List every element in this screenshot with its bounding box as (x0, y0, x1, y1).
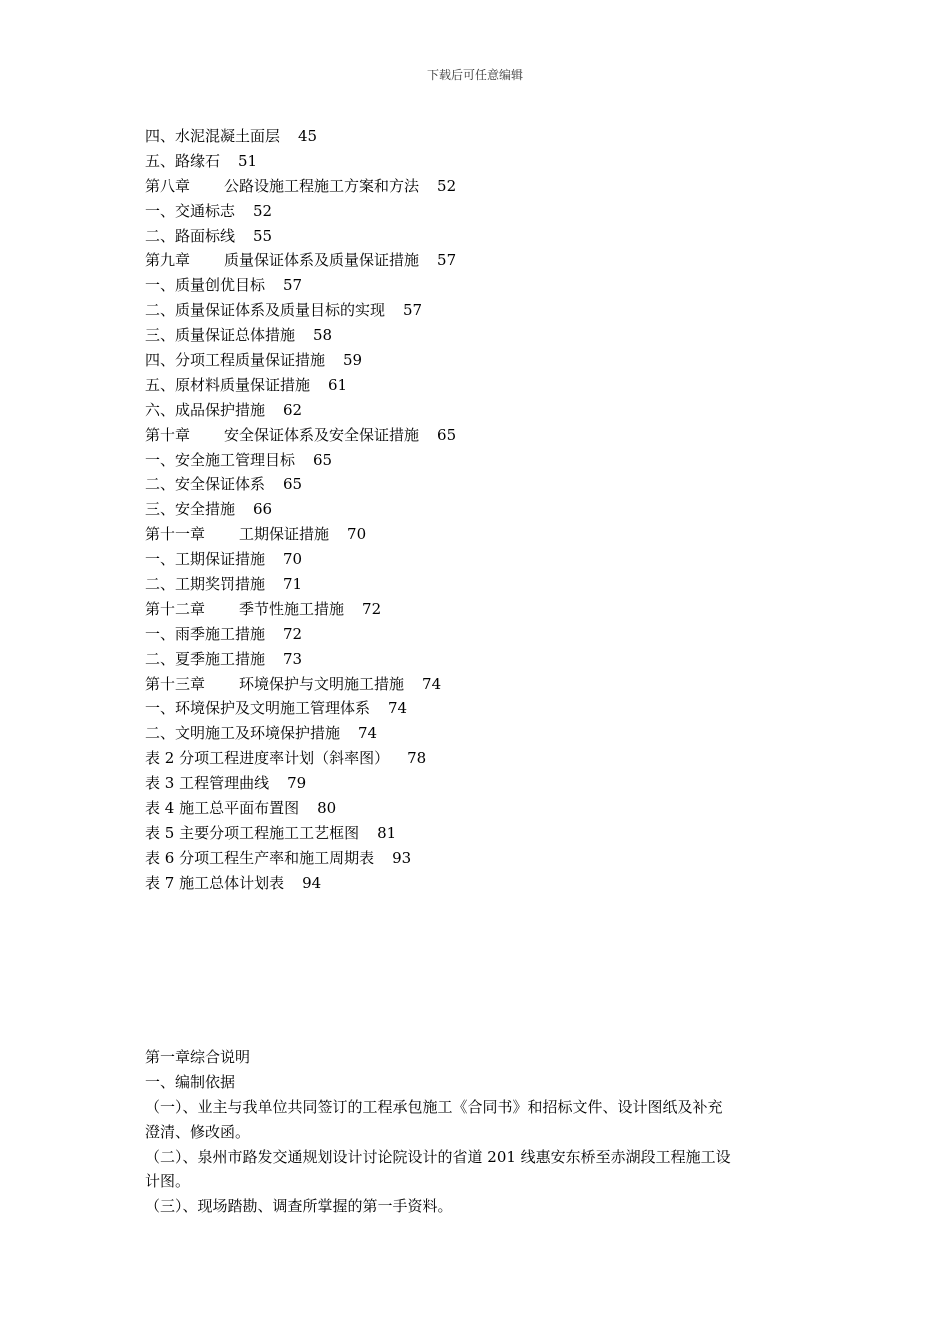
toc-page-number: 55 (253, 226, 273, 245)
toc-entry (145, 248, 825, 273)
toc-chapter-number: 第十二章 (145, 599, 206, 618)
toc-page-number: 66 (253, 500, 273, 519)
toc-entry (145, 373, 825, 398)
toc-entry-label: 二、文明施工及环境保护措施 (145, 724, 341, 743)
toc-entry (145, 522, 825, 547)
toc-page-number: 94 (302, 873, 322, 892)
toc-page-number: 81 (377, 823, 397, 842)
paragraph-2-line-2: 计图。 (145, 1172, 191, 1191)
toc-entry-label: 四、分项工程质量保证措施 (145, 351, 326, 370)
toc-chapter-number: 第十章 (145, 425, 191, 444)
toc-entry (145, 721, 825, 746)
toc-entry-label: 环境保护与文明施工措施 (239, 674, 405, 693)
toc-entry (145, 746, 825, 771)
toc-entry (145, 672, 825, 697)
toc-page-number: 65 (283, 475, 303, 494)
toc-chapter-number: 第十三章 (145, 674, 206, 693)
toc-entry-label: 二、夏季施工措施 (145, 649, 266, 668)
toc-page-number: 71 (283, 575, 303, 594)
toc-page-number: 58 (313, 326, 333, 345)
toc-entry-label: 工期保证措施 (239, 525, 330, 544)
toc-entry (145, 771, 825, 796)
toc-chapter-number: 第八章 (145, 176, 191, 195)
toc-entry-label: 公路设施工程施工方案和方法 (224, 176, 420, 195)
toc-entry (145, 597, 825, 622)
paragraph-3: （三）、现场踏勘、调查所掌握的第一手资料。 (145, 1197, 453, 1216)
toc-page-number: 78 (407, 749, 427, 768)
toc-entry (145, 224, 825, 249)
toc-entry (145, 149, 825, 174)
toc-entry-label: 三、安全措施 (145, 500, 236, 519)
toc-page-number: 57 (437, 251, 457, 270)
toc-entry-label: 五、路缘石 (145, 151, 221, 170)
toc-page-number: 59 (343, 351, 363, 370)
toc-entry-label: 表 3 工程管理曲线 (145, 774, 270, 793)
chapter-heading (145, 1045, 810, 1070)
toc-entry (145, 821, 825, 846)
paragraph-2-line-1: （二）、泉州市路发交通规划设计讨论院设计的省道 201 线惠安东桥至赤湖段工程施工设 (145, 1147, 731, 1166)
toc-page-number: 61 (328, 375, 348, 394)
toc-entry-label: 表 6 分项工程生产率和施工周期表 (145, 848, 375, 867)
toc-entry (145, 796, 825, 821)
toc-page-number: 65 (437, 425, 457, 444)
toc-page-number: 74 (358, 724, 378, 743)
toc-entry (145, 273, 825, 298)
toc-entry (145, 846, 825, 871)
chapter-title: 综合说明 (190, 1048, 251, 1066)
toc-entry-label: 表 5 主要分项工程施工工艺框图 (145, 823, 360, 842)
toc-entry-label: 三、质量保证总体措施 (145, 326, 296, 345)
toc-entry-label: 六、成品保护措施 (145, 400, 266, 419)
toc-entry (145, 472, 825, 497)
toc-page-number: 80 (317, 799, 337, 818)
toc-entry-label: 一、环境保护及文明施工管理体系 (145, 699, 371, 718)
toc-entry-label: 一、质量创优目标 (145, 276, 266, 295)
page-header: 下载后可任意编辑 (426, 68, 523, 82)
toc-entry (145, 199, 825, 224)
paragraph-1-line-1: （一）、业主与我单位共同签订的工程承包施工《合同书》和招标文件、设计图纸及补充 (145, 1097, 723, 1116)
toc-page-number: 62 (283, 400, 303, 419)
chapter-body (145, 1045, 810, 1219)
toc-entry-label: 二、路面标线 (145, 226, 236, 245)
toc-chapter-number: 第九章 (145, 251, 191, 270)
toc-entry (145, 423, 825, 448)
toc-entry-label: 季节性施工措施 (239, 599, 345, 618)
toc-entry-label: 质量保证体系及质量保证措施 (224, 251, 420, 270)
toc-entry (145, 572, 825, 597)
chapter-number: 第一章 (145, 1048, 191, 1066)
toc-entry (145, 448, 825, 473)
toc-page-number: 65 (313, 450, 333, 469)
toc-page-number: 57 (283, 276, 303, 295)
toc-entry-label: 二、安全保证体系 (145, 475, 266, 494)
toc-entry (145, 348, 825, 373)
toc-entry-label: 表 7 施工总体计划表 (145, 873, 285, 892)
toc-entry-label: 一、工期保证措施 (145, 550, 266, 569)
toc-entry (145, 497, 825, 522)
toc-entry (145, 547, 825, 572)
toc-entry (145, 174, 825, 199)
toc-page-number: 74 (388, 699, 408, 718)
toc-entry (145, 124, 825, 149)
toc-entry-label: 五、原材料质量保证措施 (145, 375, 311, 394)
toc-page-number: 52 (253, 201, 273, 220)
toc-entry-label: 四、水泥混凝土面层 (145, 127, 281, 145)
toc-entry (145, 647, 825, 672)
toc-page-number: 79 (287, 774, 307, 793)
toc-chapter-number: 第十一章 (145, 525, 206, 544)
table-of-contents (145, 124, 825, 896)
toc-entry-label: 一、交通标志 (145, 201, 236, 220)
toc-entry-label: 表 4 施工总平面布置图 (145, 799, 300, 818)
toc-page-number: 70 (347, 525, 367, 544)
toc-entry (145, 622, 825, 647)
toc-entry (145, 871, 825, 896)
toc-entry-label: 二、质量保证体系及质量目标的实现 (145, 301, 386, 320)
toc-page-number: 93 (392, 848, 412, 867)
toc-page-number: 72 (362, 599, 382, 618)
toc-entry-label: 一、雨季施工措施 (145, 624, 266, 643)
toc-page-number: 52 (437, 176, 457, 195)
toc-entry-label: 二、工期奖罚措施 (145, 575, 266, 594)
paragraph-1-line-2: 澄清、修改函。 (145, 1122, 251, 1141)
toc-entry-label: 一、安全施工管理目标 (145, 450, 296, 469)
toc-page-number: 51 (238, 151, 258, 170)
toc-page-number: 72 (283, 624, 303, 643)
section-heading: 一、编制依据 (145, 1072, 236, 1091)
toc-entry (145, 398, 825, 423)
toc-entry (145, 323, 825, 348)
toc-entry-label: 安全保证体系及安全保证措施 (224, 425, 420, 444)
toc-page-number: 70 (283, 550, 303, 569)
toc-page-number: 57 (403, 301, 423, 320)
toc-entry (145, 298, 825, 323)
toc-entry (145, 696, 825, 721)
toc-page-number: 73 (283, 649, 303, 668)
toc-page-number: 74 (422, 674, 442, 693)
toc-page-number: 45 (298, 127, 318, 145)
toc-entry-label: 表 2 分项工程进度率计划（斜率图） (145, 749, 390, 768)
